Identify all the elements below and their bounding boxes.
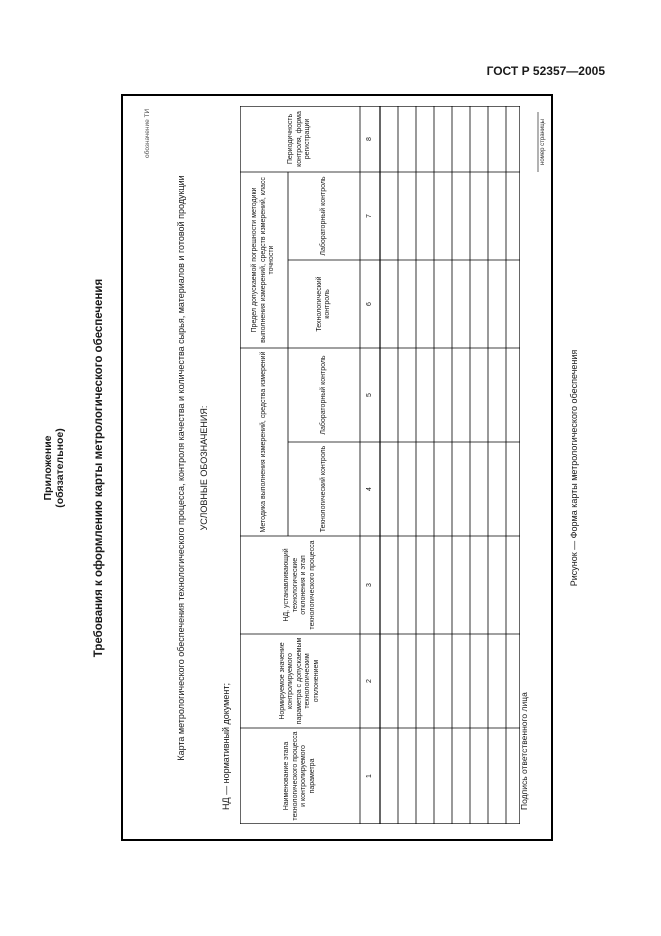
signature-label: Подпись ответственного лица [519,692,529,810]
column-number: 2 [365,679,373,683]
column-number: 4 [365,487,373,491]
card-title: Карта метрологического обеспечения технологического процесса, контроля качества и количества сырья, материалов и готовой продукции [176,175,186,761]
header-stage-name: Наименование этапа технологического процесса и контролируемого параметра [283,731,316,821]
column-number: 3 [365,583,373,587]
page-number-label: номер страницы [540,119,546,165]
legend-heading: УСЛОВНЫЕ ОБОЗНАЧЕНИЯ: [199,405,209,531]
appendix-subtitle: (обязательное) [54,428,66,508]
column-number: 6 [365,302,373,306]
metrology-table [240,106,520,824]
subheader-lab-control-1: Лабораторный контроль [319,355,327,435]
subheader-tech-control-2: Технологический контроль [315,276,331,332]
ti-designation-label: обозначение ТИ [144,108,151,158]
column-number: 7 [365,214,373,218]
document-code: ГОСТ Р 52357—2005 [486,64,605,78]
header-nd-document: НД, устанавливающий технологические отклонения и этап технологического процесса [283,540,316,630]
figure-caption: Рисунок — Форма карты метрологического обеспечения [569,349,579,587]
header-measurement-method: Методика выполнения измерений, средства измерений [259,351,267,533]
header-normalized-value: Нормируемое значение контролируемого параметра с допускаемым технологическим отклонением [278,637,320,725]
header-error-limit: Предел допускаемой погрешности методики выполнения измерений, средств измерений, класс точности [251,177,276,343]
header-periodicity: Периодичность контроля, форма регистрации [287,111,312,167]
subheader-lab-control-2: Лабораторный контроль [319,176,327,256]
requirements-title: Требования к оформлению карты метрологического обеспечения [93,278,105,658]
column-number: 5 [365,393,373,397]
column-number: 1 [365,774,373,778]
subheader-tech-control-1: Технологический контроль [319,445,327,533]
page-number-line [537,112,539,172]
appendix-title: Приложение [42,435,54,501]
nd-abbreviation-note: НД — нормативный документ; [221,683,231,810]
column-number: 8 [365,137,373,141]
